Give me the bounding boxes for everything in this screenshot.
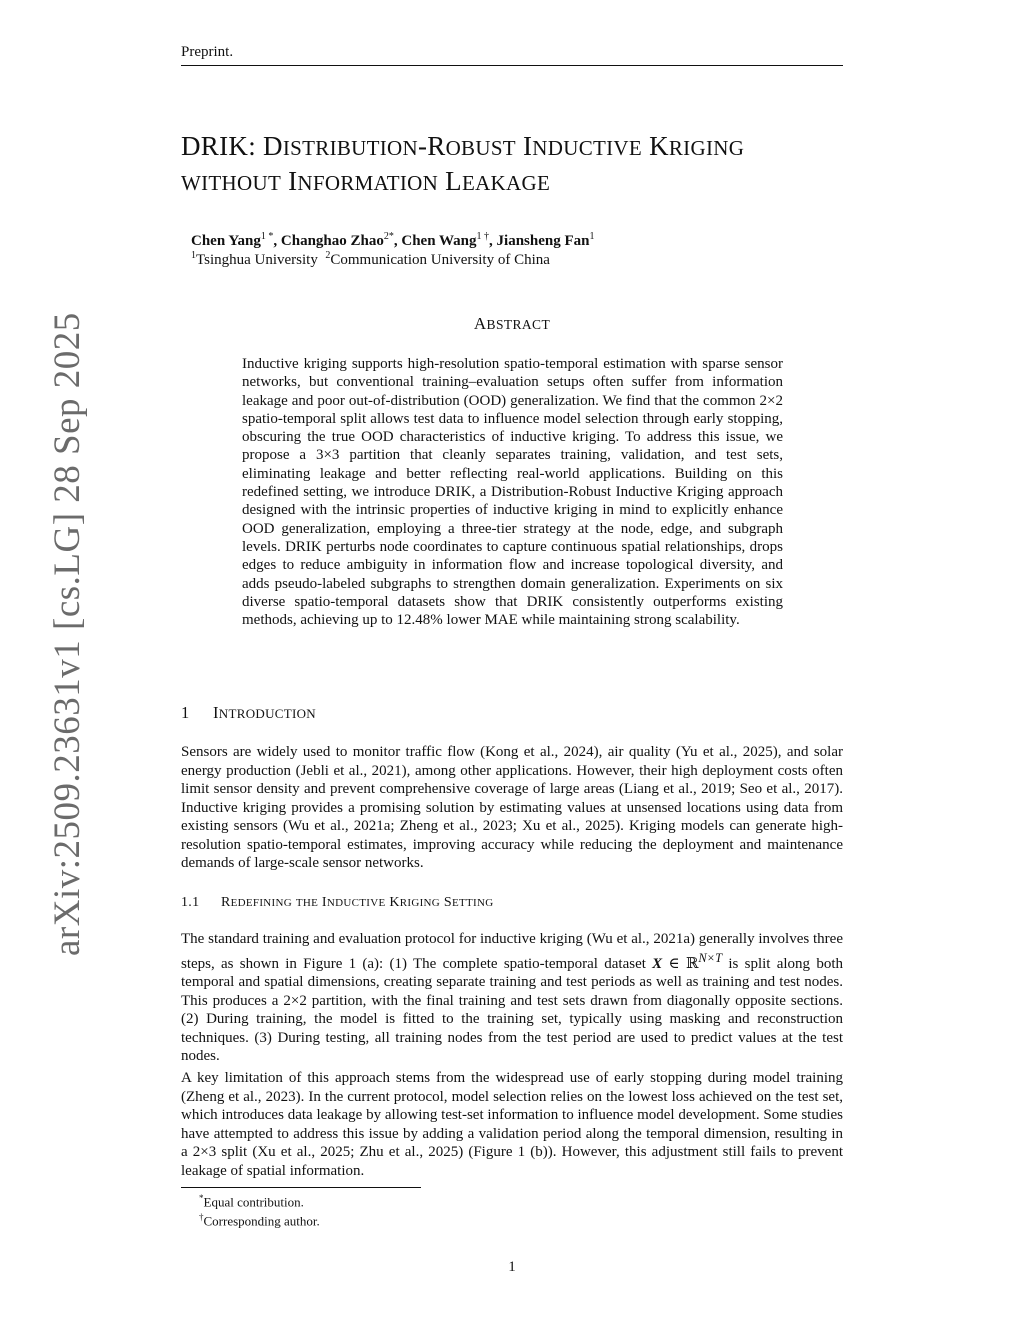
abstract-text: Inductive kriging supports high-resolution spatio-temporal estimation with sparse sensor networks, but conventional training–evaluation setups often suffer from information leakage and poor out-of-distribution (OOD) generalization. We find that the common 2×2 spatio-temporal split allows test data to influence model selection through early stopping, obscuring the true OOD characteristics of inductive kriging. To address this issue, we propose a 3×3 partition that cleanly separates training, validation, and test sets, eliminating leakage and better reflecting real-world applications. Building on this redefined setting, we introduce DRIK, a Distribution-Robust Inductive Kriging approach designed with the intrinsic properties of inductive kriging in mind to explicitly enhance OOD generalization, employing a three-tier strategy at the node, edge, and subgraph levels. DRIK perturbs node coordinates to capture continuous spatial relationships, drops edges to reduce ambiguity in information flow and increase topological diversity, and adds pseudo-labeled subgraphs to strengthen domain generalization. Experiments on six diverse spatio-temporal datasets show that DRIK consistently outperforms existing methods, achieving up to 12.48% lower MAE while maintaining strong scalability. [242, 356, 783, 629]
abstract-heading: ABSTRACT [473, 314, 551, 333]
footnote-equal-contribution: *Equal contribution. [199, 1193, 304, 1210]
author-name: Changhao Zhao [280, 233, 384, 249]
paper-title: DRIK: DISTRIBUTION-ROBUST INDUCTIVE KRIGING WITHOUT INFORMATION LEAKAGE [181, 131, 745, 196]
limitation-paragraph: A key limitation of this approach stems from the widespread use of early stopping during model training (Zheng et al., 2023). In the current protocol, model selection relies on the lowest loss achieved on the test set, which introduces data leakage by allowing test-set information to influence model development. Some studies have attempted to address this issue by adding a validation period along the temporal dimension, resulting in a 2×3 split (Xu et al., 2025; Zhu et al., 2025) (Figure 1 (b)). However, this adjustment still fails to prevent leakage of spatial information. [181, 1070, 843, 1179]
affiliation: Tsinghua University [196, 252, 318, 268]
author-name: Chen Yang [191, 233, 261, 249]
section-heading-introduction: 1 INTRODUCTION [181, 703, 316, 722]
author-name: Jiansheng Fan [496, 233, 590, 249]
author-list: Chen Yang$^{1 *}$, Changhao Zhao$^{2*}$, Chen Wang$^{1 \dagger}$, Jiansheng Fan$^1$ [191, 231, 595, 249]
author-name: Chen Wang [401, 233, 477, 249]
affiliation: Communication University of China [330, 252, 550, 268]
footnote-corresponding-author: †Corresponding author. [199, 1212, 320, 1229]
intro-paragraph: Sensors are widely used to monitor traffic flow (Kong et al., 2024), air quality (Yu et al., 2025), and solar energy production (Jebli et al., 2021), among other applications. However, their high deployment costs often limit sensor density and prevent comprehensive coverage of large areas (Liang et al., 2019; Seo et al., 2017). Inductive kriging provides a promising solution by estimating values at unsensed locations using data from existing sensors (Wu et al., 2021a; Zheng et al., 2023; Xu et al., 2025). Kriging models can generate high-resolution spatio-temporal estimates, improving accuracy while reducing the deployment and maintenance demands of large-scale sensor networks. [181, 744, 843, 871]
arxiv-identifier: arXiv:2509.23631v1 [cs.LG] 28 Sep 2025 [47, 312, 88, 956]
running-header: Preprint. [181, 44, 234, 60]
page-number: 1 [508, 1259, 516, 1275]
subsection-heading: 1.1 REDEFINING THE INDUCTIVE KRIGING SETTING [181, 895, 494, 910]
protocol-paragraph: The standard training and evaluation protocol for inductive kriging (Wu et al., 2021a) generally involves three steps, as shown in Figure 1 (a): (1) The complete spatio-temporal dataset X ∈ ℝ$^{N\times T}$ is split along both temporal and spatial dimensions, creating separate training and test periods as well as training and test nodes. This produces a 2×2 partition, with the final training and test sets drawn from diagonally opposite sections. (2) During training, the model is fitted to the training set, typically using masking and reconstruction techniques. (3) During testing, all training nodes from the test period are used to predict values at the test nodes. [181, 931, 843, 1064]
affiliations: $^1$Tsinghua University $^2$Communication University of China [191, 250, 550, 268]
footnote-rule [181, 1187, 421, 1188]
header-rule [181, 65, 843, 66]
